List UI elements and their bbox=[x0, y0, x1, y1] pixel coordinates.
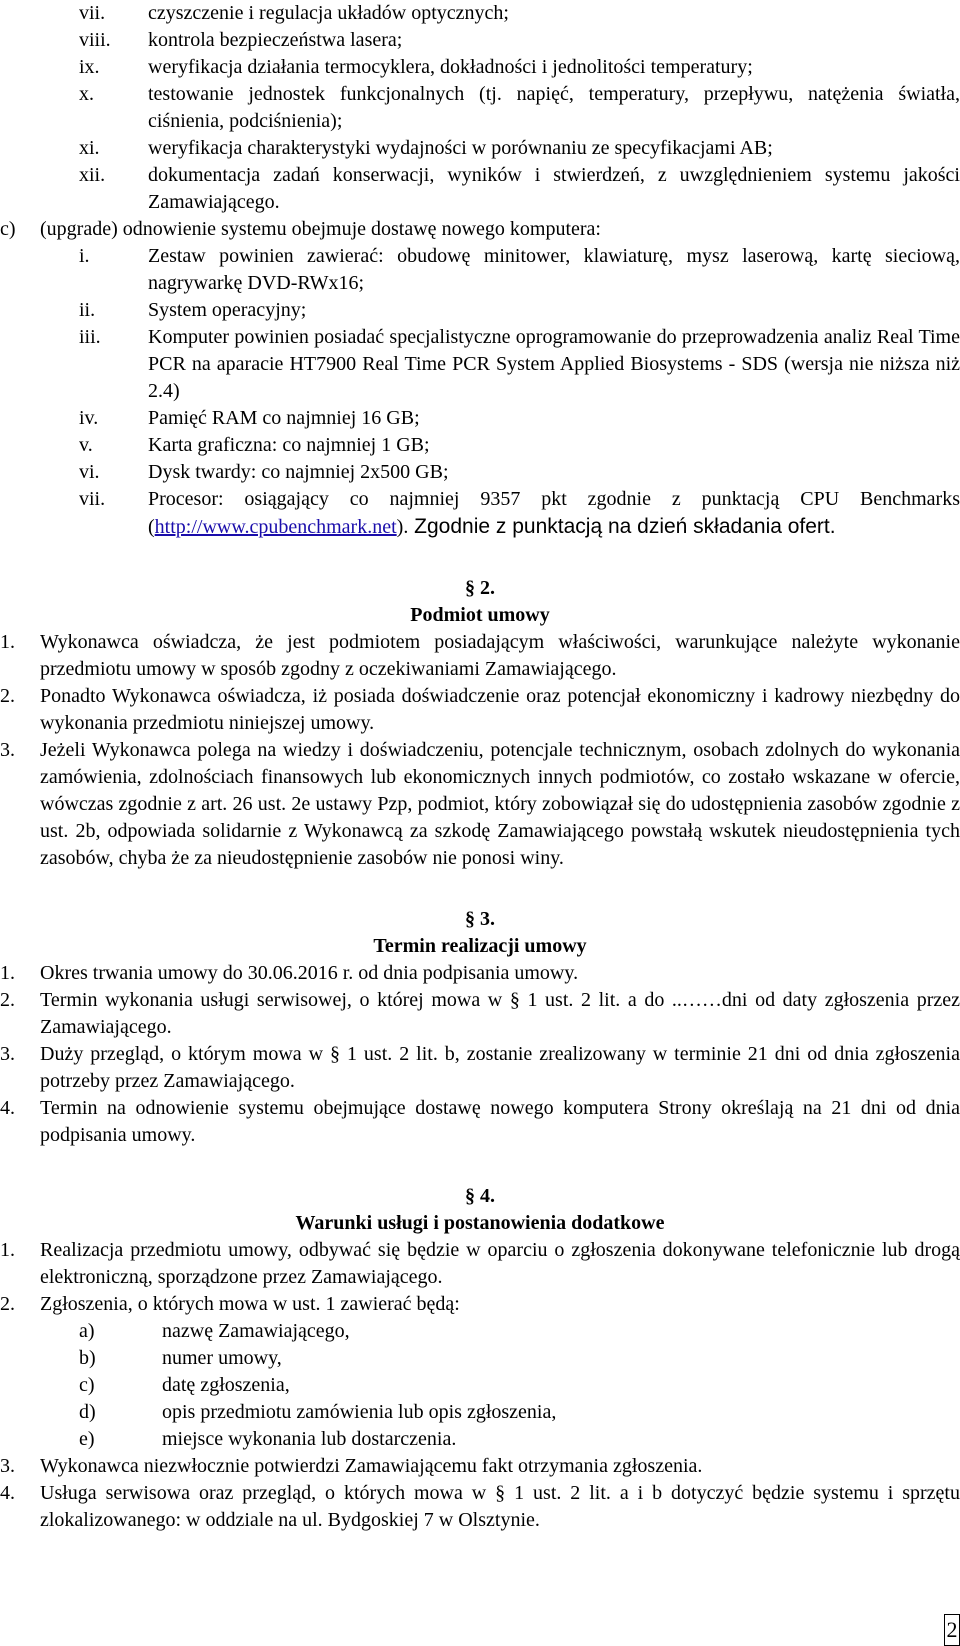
page-number: 2 bbox=[944, 1614, 960, 1646]
sub-list-item bbox=[0, 1345, 960, 1372]
list-marker: 1. bbox=[0, 1239, 15, 1261]
list-marker: v. bbox=[79, 434, 93, 456]
cpu-text: Procesor: osiągający co najmniej 9357 pkt zgodnie z punktacją CPU Benchmarks ( bbox=[148, 488, 960, 538]
sub-list-marker: e) bbox=[79, 1428, 95, 1450]
list-item bbox=[0, 683, 960, 737]
list-marker: viii. bbox=[79, 29, 111, 51]
list-marker: 2. bbox=[0, 989, 15, 1011]
list-item bbox=[0, 1480, 960, 1534]
section-2-number: § 2. bbox=[465, 577, 495, 599]
spacer bbox=[0, 872, 960, 906]
list-item bbox=[0, 54, 960, 81]
section-3-title: Termin realizacji umowy bbox=[373, 935, 587, 957]
spacer bbox=[0, 1149, 960, 1183]
list-text: kontrola bezpieczeństwa lasera; bbox=[148, 29, 403, 51]
list-text: Usługa serwisowa oraz przegląd, o których mowa w § 1 ust. 2 lit. a i b dotyczyć będzie systemu i sprzętu zlokalizowanego: w oddziale na ul. Bydgoskiej 7 w Olsztynie. bbox=[40, 1482, 960, 1531]
list-marker: 4. bbox=[0, 1097, 15, 1119]
list-marker: xi. bbox=[79, 137, 100, 159]
section-2 bbox=[0, 575, 960, 872]
sub-list-text: datę zgłoszenia, bbox=[162, 1374, 290, 1396]
list-item bbox=[0, 1453, 960, 1480]
list-item bbox=[0, 987, 960, 1041]
list-marker: 3. bbox=[0, 1455, 15, 1477]
list-text: Termin wykonania usługi serwisowej, o której mowa w § 1 ust. 2 lit. a do ..……dni od daty zgłoszenia przez Zamawiającego. bbox=[40, 989, 960, 1038]
list-text: Karta graficzna: co najmniej 1 GB; bbox=[148, 434, 430, 456]
list-marker: i. bbox=[79, 245, 90, 267]
sub-list-marker: d) bbox=[79, 1401, 96, 1423]
list-marker: vii. bbox=[79, 488, 106, 510]
list-item bbox=[0, 1095, 960, 1149]
list-marker: 4. bbox=[0, 1482, 15, 1504]
list-text: Wykonawca niezwłocznie potwierdzi Zamawiającemu fakt otrzymania zgłoszenia. bbox=[40, 1455, 703, 1477]
computer-upgrade-section bbox=[0, 216, 960, 541]
cpu-note: Zgodnie z punktacją na dzień składania ofert. bbox=[408, 515, 836, 538]
list-marker: vii. bbox=[79, 2, 106, 24]
list-marker: 3. bbox=[0, 739, 15, 761]
list-text: Dysk twardy: co najmniej 2x500 GB; bbox=[148, 461, 449, 483]
list-text: Zgłoszenia, o których mowa w ust. 1 zawierać będą: bbox=[40, 1293, 460, 1315]
list-item bbox=[0, 135, 960, 162]
section-c-text: (upgrade) odnowienie systemu obejmuje dostawę nowego komputera: bbox=[40, 218, 601, 240]
list-text: Pamięć RAM co najmniej 16 GB; bbox=[148, 407, 420, 429]
sub-list-item bbox=[0, 1399, 960, 1426]
cpu-text-after: ). bbox=[396, 516, 409, 538]
sub-list-marker: b) bbox=[79, 1347, 96, 1369]
list-text: testowanie jednostek funkcjonalnych (tj. napięć, temperatury, przepływu, natężenia światła, ciśnienia, podciśnienia); bbox=[148, 83, 960, 132]
list-text: dokumentacja zadań konserwacji, wyników i stwierdzeń, z uwzględnieniem systemu jakości Zamawiającego. bbox=[148, 164, 960, 213]
list-text: Zestaw powinien zawierać: obudowę minitower, klawiaturę, mysz laserową, kartę sieciową, nagrywarkę DVD-RWx16; bbox=[148, 245, 960, 294]
list-marker: 2. bbox=[0, 685, 15, 707]
list-marker: 1. bbox=[0, 962, 15, 984]
list-item bbox=[0, 1041, 960, 1095]
list-item bbox=[0, 81, 960, 135]
list-text: Okres trwania umowy do 30.06.2016 r. od dnia podpisania umowy. bbox=[40, 962, 579, 984]
list-text: Ponadto Wykonawca oświadcza, iż posiada doświadczenie oraz potencjał ekonomiczny i kadrowy niezbędny do wykonania przedmiotu niniejszej umowy. bbox=[40, 685, 960, 734]
list-item bbox=[0, 629, 960, 683]
spacer bbox=[0, 541, 960, 575]
cpubenchmark-link[interactable]: http://www.cpubenchmark.net bbox=[154, 516, 397, 538]
list-item bbox=[0, 0, 960, 27]
list-marker: x. bbox=[79, 83, 94, 105]
list-item bbox=[0, 297, 960, 324]
list-marker: 2. bbox=[0, 1293, 15, 1315]
list-item bbox=[0, 432, 960, 459]
section-3 bbox=[0, 906, 960, 1149]
sub-list-item bbox=[0, 1426, 960, 1453]
list-marker: xii. bbox=[79, 164, 106, 186]
list-item bbox=[0, 162, 960, 216]
list-marker: 1. bbox=[0, 631, 15, 653]
sub-list-marker: a) bbox=[79, 1320, 95, 1342]
list-item bbox=[0, 1291, 960, 1318]
list-marker: ix. bbox=[79, 56, 100, 78]
list-marker: ii. bbox=[79, 299, 96, 321]
list-item bbox=[0, 459, 960, 486]
list-text: Jeżeli Wykonawca polega na wiedzy i doświadczeniu, potencjale technicznym, osobach zdolnych do wykonania zamówienia, zdolnościach finansowych lub ekonomicznych innych podmiotów, co zostało wskazane w ofercie, wówczas zgodnie z art. 26 ust. 2e ustawy Pzp, podmiot, który zobowiązał się do udostępnienia zasobów zgodnie z ust. 2b, odpowiada solidarnie z Wykonawcą za szkodę Zamawiającego powstałą wskutek nieudostępnienia tych zasobów, chyba że za nieudostępnienie zasobów nie ponosi winy. bbox=[40, 739, 960, 869]
maintenance-list bbox=[0, 0, 960, 216]
list-text: Termin na odnowienie systemu obejmujące dostawę nowego komputera Strony określają na 21 dni od dnia podpisania umowy. bbox=[40, 1097, 960, 1146]
sub-list-text: miejsce wykonania lub dostarczenia. bbox=[162, 1428, 457, 1450]
section-c-marker: c) bbox=[0, 218, 16, 240]
cpu-list-item bbox=[0, 486, 960, 541]
sub-list-text: numer umowy, bbox=[162, 1347, 282, 1369]
list-item bbox=[0, 737, 960, 872]
section-4 bbox=[0, 1183, 960, 1534]
section-3-number: § 3. bbox=[465, 908, 495, 930]
list-text: czyszczenie i regulacja układów optycznych; bbox=[148, 2, 509, 24]
list-item bbox=[0, 960, 960, 987]
section-4-title: Warunki usługi i postanowienia dodatkowe bbox=[295, 1212, 665, 1234]
list-text: Wykonawca oświadcza, że jest podmiotem posiadającym właściwości, warunkujące należyte wykonanie przedmiotu umowy w sposób zgodny z oczekiwaniami Zamawiającego. bbox=[40, 631, 960, 680]
list-marker: 3. bbox=[0, 1043, 15, 1065]
list-text: Realizacja przedmiotu umowy, odbywać się będzie w oparciu o zgłoszenia dokonywane telefonicznie lub drogą elektroniczną, sporządzone przez Zamawiającego. bbox=[40, 1239, 960, 1288]
list-marker: iii. bbox=[79, 326, 101, 348]
list-text: Duży przegląd, o którym mowa w § 1 ust. 2 lit. b, zostanie zrealizowany w terminie 21 dni od dnia zgłoszenia potrzeby przez Zamawiającego. bbox=[40, 1043, 960, 1092]
sub-list-item bbox=[0, 1318, 960, 1345]
sub-list-text: nazwę Zamawiającego, bbox=[162, 1320, 350, 1342]
sub-list-text: opis przedmiotu zamówienia lub opis zgłoszenia, bbox=[162, 1401, 557, 1423]
sub-list-marker: c) bbox=[79, 1374, 95, 1396]
list-marker: iv. bbox=[79, 407, 99, 429]
list-item bbox=[0, 1237, 960, 1291]
list-text: Komputer powinien posiadać specjalistyczne oprogramowanie do przeprowadzenia analiz Real Time PCR na aparacie HT7900 Real Time PCR System Applied Biosystems - SDS (wersja nie niższa niż 2.4) bbox=[148, 326, 960, 402]
section-c-intro bbox=[0, 216, 960, 243]
list-marker: vi. bbox=[79, 461, 100, 483]
list-text: System operacyjny; bbox=[148, 299, 307, 321]
list-item bbox=[0, 324, 960, 405]
list-item bbox=[0, 27, 960, 54]
list-item bbox=[0, 243, 960, 297]
section-2-title: Podmiot umowy bbox=[410, 604, 550, 626]
list-item bbox=[0, 405, 960, 432]
sub-list-item bbox=[0, 1372, 960, 1399]
list-text: weryfikacja działania termocyklera, dokładności i jednolitości temperatury; bbox=[148, 56, 753, 78]
list-text: weryfikacja charakterystyki wydajności w porównaniu ze specyfikacjami AB; bbox=[148, 137, 773, 159]
section-4-number: § 4. bbox=[465, 1185, 495, 1207]
